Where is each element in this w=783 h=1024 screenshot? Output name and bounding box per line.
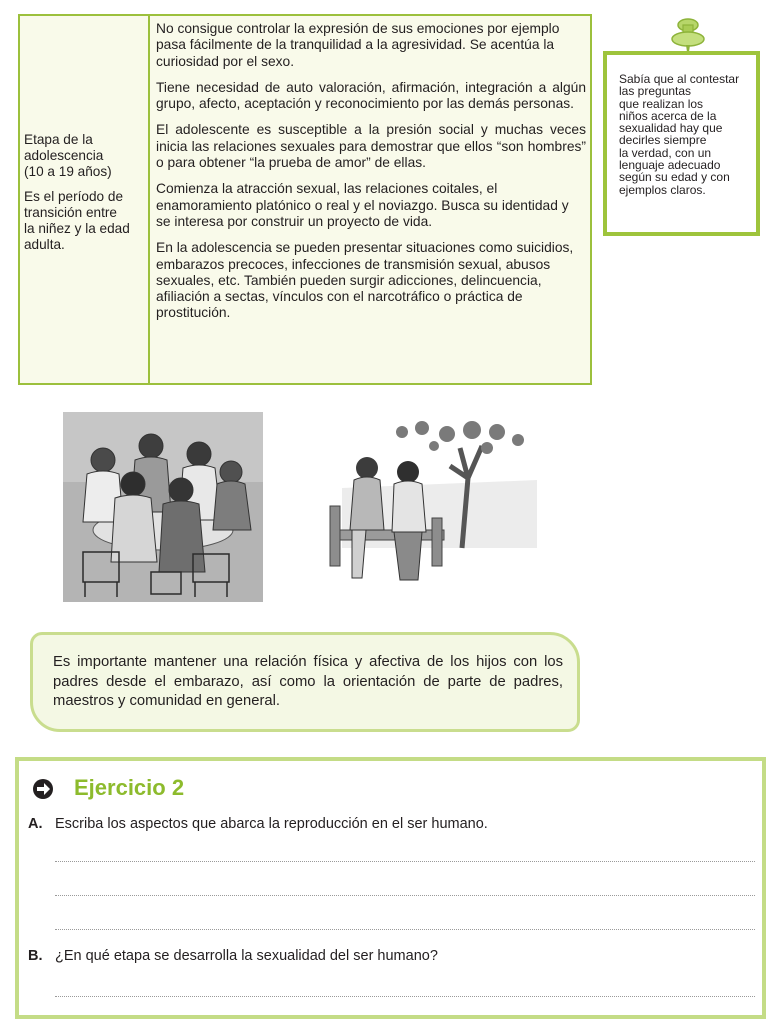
stage-paragraph-risks: En la adolescencia se pueden presentar situaciones como suicidios, embarazos precoces, infecciones de transmisión sexual, abusos sexuales, etc. También pueden surgir adicciones, delincuencia, afiliación a sectas, vínculos con el narcotráfico o práctica de prostitución. bbox=[156, 240, 574, 321]
stage-definition-line2: transición entre bbox=[24, 205, 117, 220]
stage-description-column bbox=[156, 21, 586, 332]
question-a-text: Escriba los aspectos que abarca la reproducción en el ser humano. bbox=[55, 816, 488, 832]
stage-name-line1: Etapa de la bbox=[24, 132, 93, 147]
stage-definition-line3: la niñez y la edad bbox=[24, 221, 130, 236]
callout-text: Es importante mantener una relación física y afectiva de los hijos con los padres desde el embarazo, así como la orientación de parte de padres, maestros y comunidad en general. bbox=[53, 654, 563, 709]
tip-line: que realizan los bbox=[619, 96, 704, 111]
tip-line: las preguntas bbox=[619, 84, 692, 99]
tip-line: niños acerca de la bbox=[619, 108, 717, 123]
importance-callout bbox=[30, 632, 580, 732]
stage-paragraph-self-esteem: Tiene necesidad de auto valoración, afirmación, integración a algún grupo, afecto, aceptación y reconocimiento por las demás personas. bbox=[156, 79, 586, 112]
question-a-letter: A. bbox=[28, 816, 43, 832]
table-column-divider bbox=[148, 16, 150, 383]
question-b-letter: B. bbox=[28, 948, 43, 964]
stage-definition-line4: adulta. bbox=[24, 237, 65, 252]
stage-age-range: (10 a 19 años) bbox=[24, 164, 112, 179]
stage-name-line2: adolescencia bbox=[24, 148, 104, 163]
tip-line: sexualidad hay que bbox=[619, 121, 723, 136]
answer-line-a1[interactable] bbox=[55, 861, 755, 862]
stage-label-column bbox=[24, 132, 148, 253]
tip-note-text bbox=[619, 73, 759, 196]
stage-paragraph-emotions: No consigue controlar la expresión de sus emociones por ejemplo pasa fácilmente de la tranquilidad a la agresividad. Se acentúa la curiosidad por el sexo. bbox=[156, 21, 560, 69]
tip-line: decirles siempre bbox=[619, 133, 707, 148]
adolescent-group-illustration bbox=[63, 412, 263, 602]
tip-line: según su edad y con bbox=[619, 170, 730, 185]
answer-line-a3[interactable] bbox=[55, 929, 755, 930]
exercise-section bbox=[15, 757, 766, 1019]
tip-line: Sabía que al contestar bbox=[619, 72, 740, 86]
couple-on-bench-illustration bbox=[322, 418, 544, 598]
tip-line: la verdad, con un bbox=[619, 145, 712, 160]
arrow-circle-icon bbox=[32, 778, 54, 800]
stage-paragraph-attraction: Comienza la atracción sexual, las relaciones coitales, el enamoramiento platónico o real y el noviazgo. Busca su identidad y se interesa por construir un proyecto de vida. bbox=[156, 181, 569, 229]
stage-paragraph-social-pressure: El adolescente es susceptible a la presión social y muchas veces inicia las relaciones sexuales para demostrar que ellos “son hombres” o para obtener “la prueba de amor” de ellas. bbox=[156, 122, 586, 171]
tip-line: lenguaje adecuado bbox=[619, 158, 721, 173]
answer-line-b1[interactable] bbox=[55, 996, 755, 997]
tip-line: ejemplos claros. bbox=[619, 182, 706, 197]
adolescence-stage-table bbox=[18, 14, 592, 385]
stage-definition-line1: Es el período de bbox=[24, 189, 123, 204]
answer-line-a2[interactable] bbox=[55, 895, 755, 896]
exercise-title: Ejercicio 2 bbox=[74, 775, 185, 800]
tip-note bbox=[603, 51, 760, 236]
question-b-text: ¿En qué etapa se desarrolla la sexualidad del ser humano? bbox=[55, 948, 438, 964]
